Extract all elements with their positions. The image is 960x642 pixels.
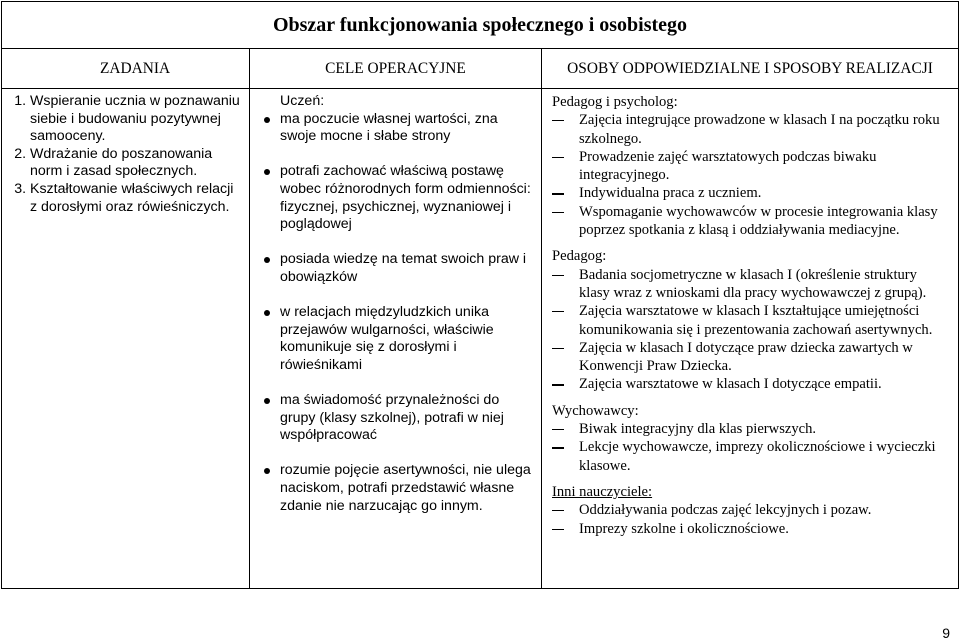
section-heading: Pedagog:	[552, 248, 607, 265]
activity-item: Zajęcia integrujące prowadzone w klasach I na początku roku szkolnego.	[552, 111, 950, 148]
activity-item: Imprezy szkolne i okolicznościowe.	[552, 520, 950, 538]
goals-cell	[250, 89, 542, 589]
section-list	[552, 266, 950, 394]
goal-item: w relacjach międzyludzkich unika przejawów wulgarności, właściwie komunikuje się z dorosłymi i rówieśnikami	[262, 304, 533, 374]
section-heading: Inni nauczyciele:	[552, 483, 653, 500]
section-pedagog	[552, 247, 950, 393]
activity-item: Indywidualna praca z uczniem.	[552, 184, 950, 202]
section-heading: Wychowawcy:	[552, 402, 639, 419]
section-pedagog-psycholog	[552, 93, 950, 239]
activity-item: Oddziaływania podczas zajęć lekcyjnych i pozaw.	[552, 501, 950, 519]
tasks-list	[2, 93, 243, 216]
section-heading: Pedagog i psycholog:	[552, 94, 678, 110]
task-item: 3. Kształtowanie właściwych relacji z dorosłymi oraz rówieśniczych.	[30, 181, 243, 216]
page-title: Obszar funkcjonowania społecznego i osobistego	[2, 2, 959, 49]
section-list	[552, 420, 950, 475]
goal-item: potrafi zachować właściwą postawę wobec różnorodnych form odmienności: fizycznej, psychicznej, wyznaniowej i poglądowej	[262, 163, 533, 233]
section-wychowawcy	[552, 402, 950, 475]
activity-item: Lekcje wychowawcze, imprezy okolicznościowe i wycieczki klasowe.	[552, 438, 950, 475]
section-inni-nauczyciele	[552, 483, 950, 538]
goal-item: rozumie pojęcie asertywności, nie ulega naciskom, potrafi przedstawić własne zdanie nie narzucając go innym.	[262, 462, 533, 515]
header-goals: CELE OPERACYJNE	[250, 49, 542, 89]
activity-item: Zajęcia w klasach I dotyczące praw dziecka zawartych w Konwencji Praw Dziecka.	[552, 339, 950, 376]
page-number: 9	[942, 625, 950, 641]
activity-item: Zajęcia warsztatowe w klasach I dotyczące empatii.	[552, 375, 950, 393]
header-responsible: OSOBY ODPOWIEDZIALNE I SPOSOBY REALIZACJI	[542, 49, 959, 89]
task-item: 1. Wspieranie ucznia w poznawaniu siebie i budowaniu pozytywnej samooceny.	[30, 93, 243, 146]
task-item: 2. Wdrażanie do poszanowania norm i zasad społecznych.	[30, 146, 243, 181]
goal-item: ma świadomość przynależności do grupy (klasy szkolnej), potrafi w niej współpracować	[262, 392, 533, 445]
section-list	[552, 501, 950, 538]
responsible-cell	[542, 89, 959, 589]
activity-item: Zajęcia warsztatowe w klasach I kształtujące umiejętności komunikowania się i prezentowania zachowań asertywnych.	[552, 302, 950, 339]
section-list	[552, 111, 950, 239]
goals-list	[262, 111, 533, 516]
goals-lead: Uczeń:	[280, 93, 325, 109]
tasks-cell	[2, 89, 250, 589]
header-tasks: ZADANIA	[2, 49, 250, 89]
activity-item: Wspomaganie wychowawców w procesie integrowania klasy poprzez spotkania z klasą i oddziaływania mediacyjne.	[552, 203, 950, 240]
goal-item: posiada wiedzę na temat swoich praw i obowiązków	[262, 251, 533, 286]
goal-item: ma poczucie własnej wartości, zna swoje mocne i słabe strony	[262, 111, 533, 146]
activity-item: Prowadzenie zajęć warsztatowych podczas biwaku integracyjnego.	[552, 148, 950, 185]
plan-table	[1, 1, 959, 589]
activity-item: Biwak integracyjny dla klas pierwszych.	[552, 420, 950, 438]
activity-item: Badania socjometryczne w klasach I (określenie struktury klasy wraz z wnioskami dla pracy wychowawczej z grupą).	[552, 266, 950, 303]
